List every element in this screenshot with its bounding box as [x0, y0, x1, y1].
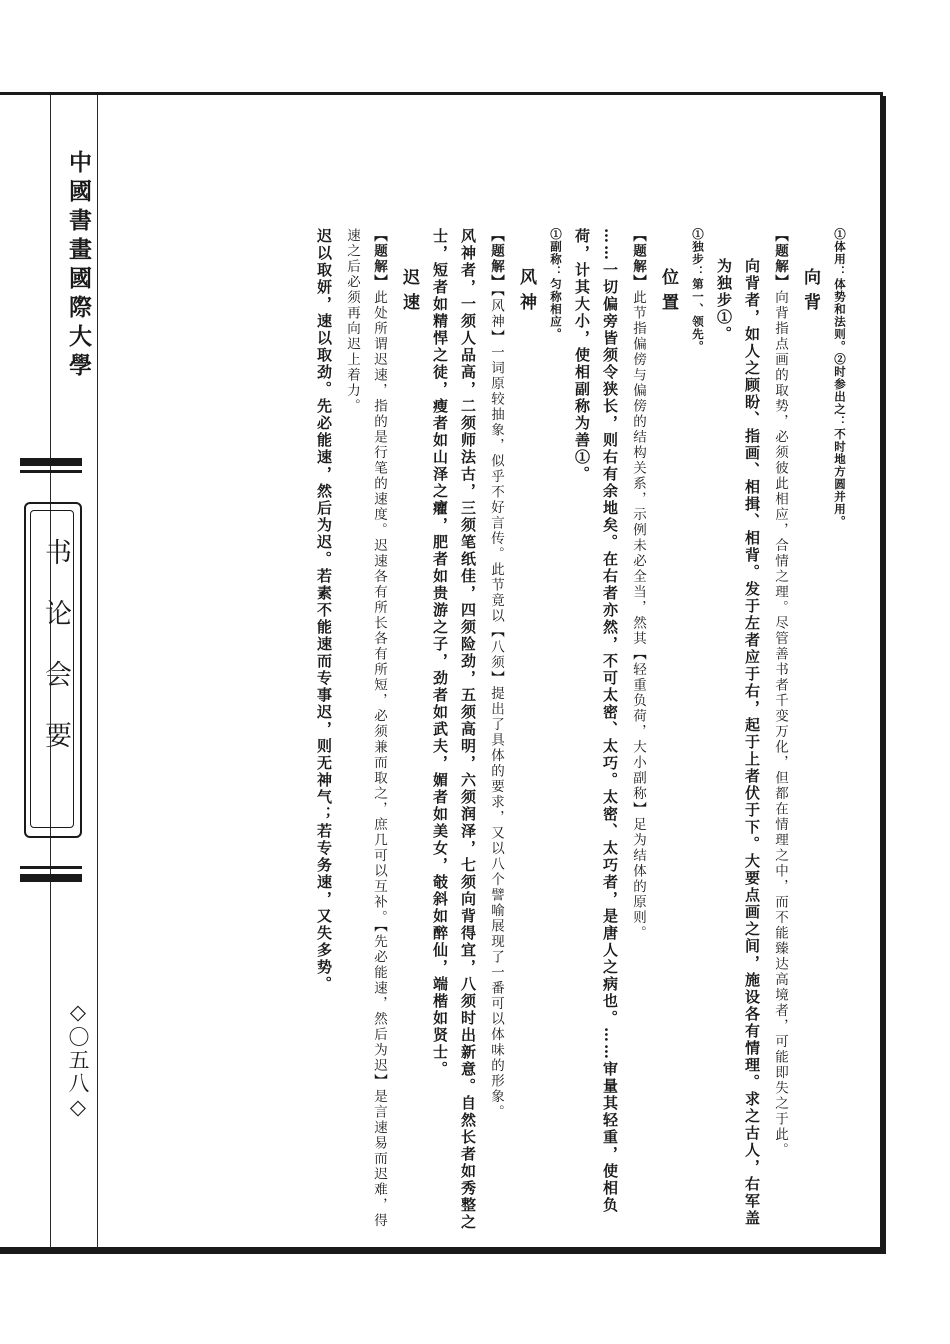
- explain-tag: 【题解】: [630, 228, 646, 290]
- cartouche-bottom-rule: [20, 866, 82, 869]
- sidebar-rule-right: [97, 95, 98, 1248]
- explanation-xiangbei: [766, 228, 793, 1238]
- explain-tag: 【题解】: [371, 228, 387, 290]
- text-chisu: 迟以取妍，速以取劲。先必能速，然后为迟。若素不能速而专事迟，则无神气；若专务速，又失多势。: [315, 228, 333, 993]
- footnote-1: ①体用：体势和法则。②时参出之：不时地方圆并用。: [833, 228, 847, 528]
- frame-shadow-bottom: [0, 1248, 885, 1254]
- heading-fengshen: 风神: [516, 268, 536, 318]
- text-fengshen: 风神者，一须人品高，二须师法古，三须笔纸佳，四须险劲，五须高明，六须润泽，七须向背得宜，八须时出新意。自然长者如秀整之士，短者如精悍之徒，瘦者如山泽之癯，肥者如贵游之子，劲者如武夫，媚者如美女，攲斜如醉仙，端楷如贤士。: [431, 228, 477, 1231]
- text-weizhi: ……一切偏旁皆须令狭长，则右有余地矣。在右者亦然，不可太密、太巧。太密、太巧者，是唐人之病也。……审量其轻重，使相负荷，计其大小，使相副称为善①。: [573, 228, 619, 1214]
- book-title: 书论会要: [40, 538, 71, 782]
- explain-text: 此处所谓迟速，指的是行笔的速度。迟速各有所长各有所短，必须兼而取之，庶几可以互补。【先必能速，然后为迟】是言速易而迟难，得速之后必须再向迟上着力。: [344, 228, 387, 1229]
- explanation-weizhi: [624, 228, 651, 1238]
- text-xiangbei: 向背者，如人之顾盼、指画、相揖、相背。发于左者应于右，起于上者伏于下。大要点画之间，施设各有情理。求之古人，右军盖为独步①。: [715, 258, 761, 1227]
- explain-text: 此节指偏傍与偏傍的结构关系，示例未必全当，然其【轻重负荷，大小副称】足为结体的原则。: [630, 290, 646, 941]
- university-name: 中國書畫國際大學: [65, 150, 92, 382]
- explain-text: 【风神】一词原较抽象，似乎不好言传。此节竟以【八须】提出了具体的要求，又以八个譬喻展现了一番可以体味的形象。: [488, 290, 504, 1121]
- heading-xiangbei: 向背: [800, 268, 820, 318]
- explain-tag: 【题解】: [772, 228, 788, 290]
- heading-weizhi: 位置: [658, 268, 678, 318]
- page-number: ◇〇五八◇: [66, 1000, 90, 1121]
- heading-chisu: 迟速: [399, 268, 419, 318]
- cartouche-top-bar: [20, 458, 82, 466]
- explain-tag: 【题解】: [488, 228, 504, 290]
- explanation-fengshen: [482, 228, 509, 1238]
- cartouche-bottom-bar: [20, 874, 82, 882]
- explanation-chisu: [338, 228, 392, 1238]
- frame-shadow-right: [880, 96, 886, 1254]
- explain-text: 向背指点画的取势，必须彼此相应，合情之理。尽管善书者千变万化，但都在情理之中，而不能臻达高境者，可能即失之于此。: [772, 290, 788, 1158]
- footnote-dubu: ①独步：第一、领先。: [691, 228, 705, 353]
- cartouche-top-rule: [20, 470, 82, 473]
- main-text: [310, 228, 852, 1238]
- footnote-fucheng: ①副称：匀称相应。: [549, 228, 563, 341]
